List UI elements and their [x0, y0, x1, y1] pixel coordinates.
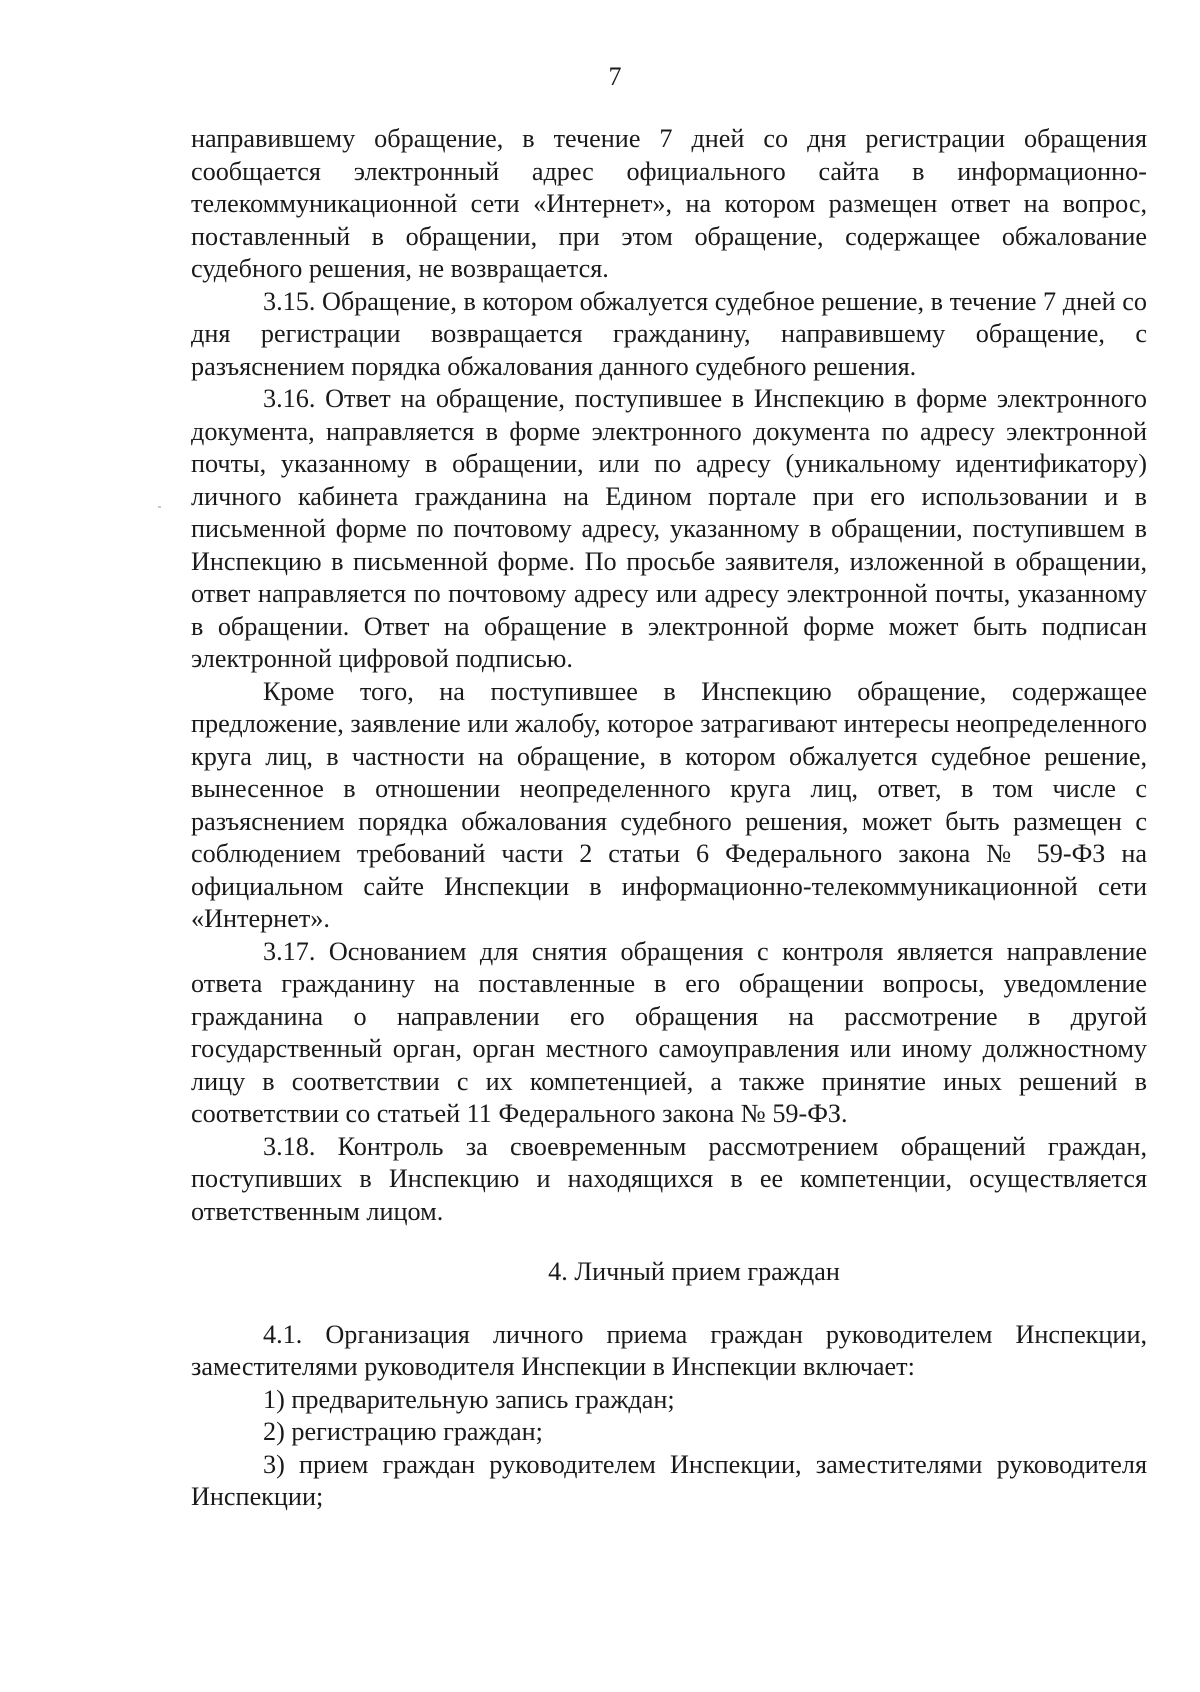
- scan-mark: [158, 506, 161, 508]
- paragraph-3-17: 3.17. Основанием для снятия обращения с контроля является направление ответа гражданину на поставленные в его обращении вопросы, уведомление гражданина о направлении его обращения на рассмотрение в другой государственный орган, орган местного самоуправления или иному должностному лицу в соответствии с их компетенцией, а также принятие иных решений в соответствии со статьей 11 Федерального закона № 59-ФЗ.: [191, 936, 1147, 1128]
- paragraph-3-15: 3.15. Обращение, в котором обжалуется судебное решение, в течение 7 дней со дня регистрации возвращается гражданину, направившему обращение, с разъяснением порядка обжалования данного судебного решения.: [191, 286, 1147, 381]
- paragraph-additional: Кроме того, на поступившее в Инспекцию обращение, содержащее предложение, заявление или жалобу, которое затрагивают интересы неопределенного круга лиц, в частности на обращение, в котором обжалуется судебное решение, вынесенное в отношении неопределенного круга лиц, ответ, в том числе с разъяснением порядка обжалования судебного решения, может быть размещен с соблюдением требований части 2 статьи 6 Федерального закона № 59-ФЗ на официальном сайте Инспекции в информационно-телекоммуникационной сети «Интернет».: [191, 676, 1147, 933]
- document-body: [191, 123, 1147, 1514]
- page-number: 7: [608, 62, 622, 91]
- list-item-1: 1) предварительную запись граждан;: [263, 1384, 675, 1414]
- list-item-2: 2) регистрацию граждан;: [263, 1417, 543, 1446]
- paragraph-3-16: 3.16. Ответ на обращение, поступившее в Инспекцию в форме электронного документа, направляется в форме электронного документа по адресу электронной почты, указанному в обращении, или по адресу (уникальному идентификатору) личного кабинета гражданина на Едином портале при его использовании и в письменной форме по почтовому адресу, указанному в обращении, поступившем в Инспекцию в письменной форме. По просьбе заявителя, изложенной в обращении, ответ направляется по почтовому адресу или адресу электронной почты, указанному в обращении. Ответ на обращение в электронной форме может быть подписан электронной цифровой подписью.: [191, 384, 1147, 673]
- section-heading: 4. Личный прием граждан: [548, 1257, 840, 1286]
- paragraph-4-1: 4.1. Организация личного приема граждан руководителем Инспекции, заместителями руководителя Инспекции в Инспекции включает:: [191, 1319, 1147, 1381]
- paragraph-3-18: 3.18. Контроль за своевременным рассмотрением обращений граждан, поступивших в Инспекцию и находящихся в ее компетенции, осуществляется ответственным лицом.: [191, 1131, 1147, 1226]
- list-item-3: 3) прием граждан руководителем Инспекции, заместителями руководителя Инспекции;: [191, 1449, 1147, 1511]
- paragraph-continuation: направившему обращение, в течение 7 дней со дня регистрации обращения сообщается электронный адрес официального сайта в информационно-телекоммуникационной сети «Интернет», на котором размещен ответ на вопрос, поставленный в обращении, при этом обращение, содержащее обжалование судебного решения, не возвращается.: [191, 124, 1147, 283]
